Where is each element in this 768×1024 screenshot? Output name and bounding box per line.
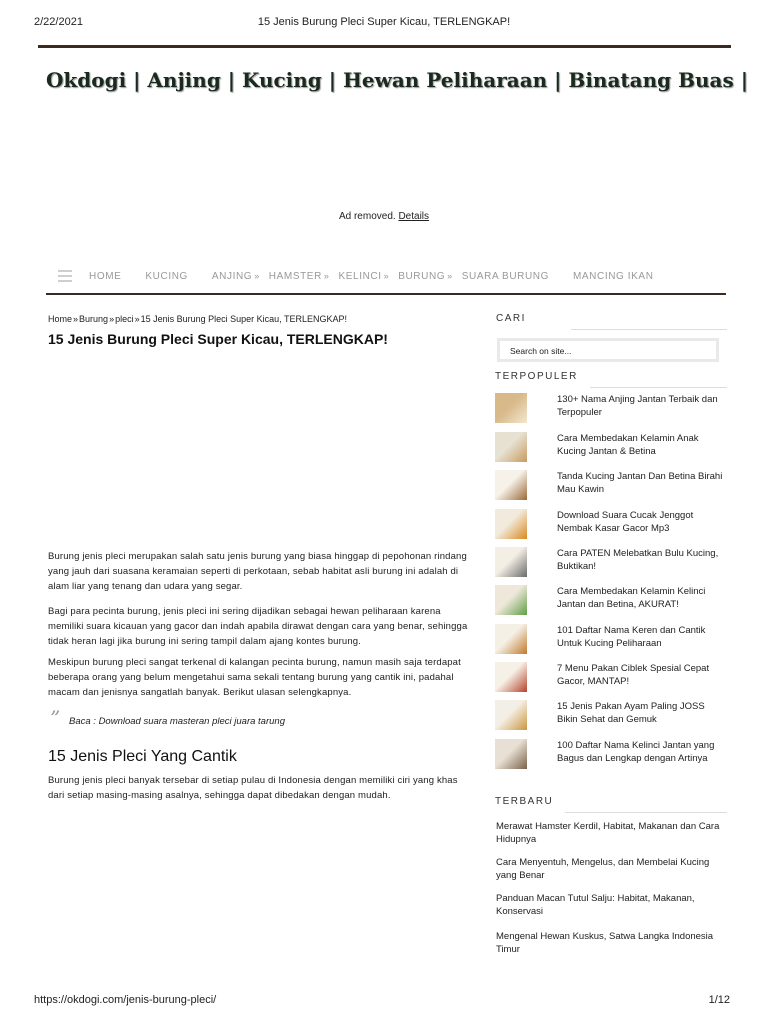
nav-item-label: SUARA BURUNG [461, 271, 549, 282]
latest-heading-rule [565, 812, 727, 813]
menu-icon[interactable] [58, 270, 72, 282]
latest-heading: TERBARU [495, 796, 554, 807]
article-paragraph-2: Bagi para pecinta burung, jenis pleci ini sering dijadikan sebagai hewan peliharaan karena memiliki suara kicauan yang gacor dan indah apabila dirawat dengan cara yang benar, sehingga tidak heran lagi jika burung ini sering tampil dalam ajang kontes burung. [48, 606, 468, 647]
popular-thumbnail[interactable] [495, 739, 527, 769]
site-title[interactable]: Okdogi | Anjing | Kucing | Hewan Peliharaan | Binatang Buas | [46, 68, 749, 92]
latest-link[interactable]: Merawat Hamster Kerdil, Habitat, Makanan dan Cara Hidupnya [496, 821, 720, 845]
article-paragraph-3: Meskipun burung pleci sangat terkenal di kalangan pecinta burung, namun masih saja terdapat beberapa orang yang belum mengetahui sama sekali tentang burung yang cantik ini, padahal macam dan jenisnya sangatlah banyak. Berikut ulasan selengkapnya. [48, 657, 461, 698]
popular-thumbnail[interactable] [495, 662, 527, 692]
breadcrumb-current: 15 Jenis Burung Pleci Super Kicau, TERLENGKAP! [140, 314, 348, 324]
nav-item-label: ANJING [211, 271, 253, 282]
popular-link[interactable]: 101 Daftar Nama Keren dan Cantik Untuk Kucing Peliharaan [557, 625, 706, 649]
nav-divider [46, 293, 726, 295]
popular-thumbnail[interactable] [495, 585, 527, 615]
nav-item-label: KELINCI [338, 271, 382, 282]
popular-heading: TERPOPULER [495, 371, 578, 382]
popular-link[interactable]: Tanda Kucing Jantan Dan Betina Birahi Mau Kawin [557, 471, 723, 495]
article-paragraph-1: Burung jenis pleci merupakan salah satu jenis burung yang biasa hinggap di pepohonan rindang yang jauh dari suasana keramaian seperti di perkotaan, sebab habitat asli burung ini adalah di alam liar yang tenang dan udara yang segar. [48, 551, 467, 592]
print-url: https://okdogi.com/jenis-burung-pleci/ [34, 994, 217, 1006]
dropdown-arrow-icon: » [323, 271, 330, 281]
popular-link[interactable]: Cara Membedakan Kelamin Anak Kucing Jantan & Betina [557, 433, 699, 457]
popular-thumbnail[interactable] [495, 700, 527, 730]
popular-link[interactable]: Cara PATEN Melebatkan Bulu Kucing, Buktikan! [557, 548, 719, 572]
nav-item-label: MANCING IKAN [572, 271, 654, 282]
dropdown-arrow-icon: » [254, 271, 260, 281]
search-heading-rule [571, 329, 727, 330]
print-date: 2/22/2021 [34, 16, 83, 28]
breadcrumb-separator: » [109, 314, 115, 324]
breadcrumb-link[interactable]: Burung [79, 314, 109, 324]
nav-menu [89, 271, 678, 282]
nav-item-home[interactable] [89, 271, 121, 282]
nav-item-anjing[interactable] [212, 271, 260, 282]
latest-link[interactable]: Mengenal Hewan Kuskus, Satwa Langka Indonesia Timur [496, 931, 714, 955]
nav-item-suara-burung[interactable] [462, 271, 549, 282]
dropdown-arrow-icon: » [383, 271, 390, 281]
breadcrumb-separator: » [73, 314, 79, 324]
breadcrumb [48, 314, 347, 324]
ad-removed-text: Ad removed. [338, 211, 396, 222]
nav-item-mancing-ikan[interactable] [573, 271, 654, 282]
popular-link[interactable]: 130+ Nama Anjing Jantan Terbaik dan Terpopuler [557, 394, 718, 418]
article-title: 15 Jenis Burung Pleci Super Kicau, TERLENGKAP! [48, 331, 388, 347]
search-heading: CARI [496, 313, 526, 324]
nav-item-kelinci[interactable] [339, 271, 390, 282]
nav-item-label: BURUNG [398, 271, 446, 282]
section-paragraph: Burung jenis pleci banyak tersebar di setiap pulau di Indonesia dengan memiliki ciri yang khas dari setiap masing-masing asalnya, sehingga dapat dibedakan dengan mudah. [48, 775, 458, 801]
related-link[interactable]: Baca : Download suara masteran pleci juara tarung [69, 716, 285, 727]
popular-thumbnail[interactable] [495, 509, 527, 539]
nav-item-label: KUCING [145, 271, 188, 282]
popular-heading-rule [590, 387, 727, 388]
popular-link[interactable]: Cara Membedakan Kelamin Kelinci Jantan dan Betina, AKURAT! [557, 586, 706, 610]
section-heading: 15 Jenis Pleci Yang Cantik [48, 748, 237, 765]
ad-details-link[interactable]: Details [398, 211, 430, 222]
latest-link[interactable]: Cara Menyentuh, Mengelus, dan Membelai Kucing yang Benar [496, 857, 710, 881]
nav-item-label: HOME [89, 271, 122, 282]
quote-icon: ” [50, 706, 61, 730]
popular-thumbnail[interactable] [495, 470, 527, 500]
print-page-title: 15 Jenis Burung Pleci Super Kicau, TERLENGKAP! [257, 16, 511, 28]
breadcrumb-link[interactable]: pleci [115, 314, 134, 324]
breadcrumb-separator: » [134, 314, 140, 324]
latest-link[interactable]: Panduan Macan Tutul Salju: Habitat, Makanan, Konservasi [496, 893, 695, 917]
breadcrumb-link[interactable]: Home [48, 314, 73, 324]
print-page-number: 1/12 [708, 994, 730, 1006]
search-input[interactable]: Search on site... [497, 338, 719, 362]
popular-thumbnail[interactable] [495, 624, 527, 654]
popular-thumbnail[interactable] [495, 432, 527, 462]
nav-item-label: HAMSTER [268, 271, 322, 282]
popular-link[interactable]: 15 Jenis Pakan Ayam Paling JOSS Bikin Sehat dan Gemuk [557, 701, 705, 725]
dropdown-arrow-icon: » [447, 271, 453, 281]
header-divider [38, 45, 731, 48]
popular-link[interactable]: 100 Daftar Nama Kelinci Jantan yang Bagus dan Lengkap dengan Artinya [557, 740, 715, 764]
popular-thumbnail[interactable] [495, 547, 527, 577]
ad-removed-notice [0, 211, 768, 222]
nav-item-kucing[interactable] [145, 271, 188, 282]
main-nav [46, 265, 726, 293]
nav-item-burung[interactable] [398, 271, 453, 282]
popular-link[interactable]: 7 Menu Pakan Ciblek Spesial Cepat Gacor, MANTAP! [557, 663, 710, 687]
popular-link[interactable]: Download Suara Cucak Jenggot Nembak Kasar Gacor Mp3 [557, 510, 694, 534]
nav-item-hamster[interactable] [269, 271, 330, 282]
popular-thumbnail[interactable] [495, 393, 527, 423]
